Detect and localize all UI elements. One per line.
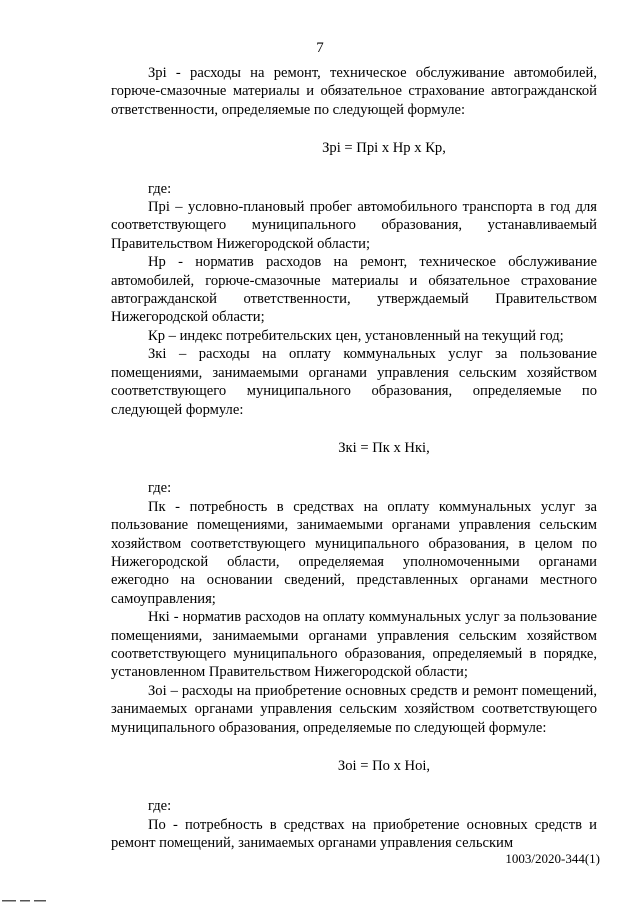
scan-edge-marks: [0, 897, 60, 905]
formula-zri: Зрi = Прi х Нр х Кр,: [322, 140, 446, 157]
formula-zoi: Зоi = По х Ноi,: [337, 758, 431, 774]
paragraph-nki-definition: Нкi - норматив расходов на оплату коммунальных услуг за пользование помещениями, занимаемыми органами управления сельским хозяйством соответствующего муниципального образования, определяемый в порядке, установленном Правительством Нижегородской области;: [111, 609, 597, 681]
spacer: [111, 775, 597, 797]
spacer: [111, 158, 597, 180]
paragraph-pri-definition: Прi – условно-плановый пробег автомобильного транспорта в год для соответствующего муниципального образования, устанавливаемый Правительством Нижегородской области;: [111, 199, 597, 252]
where-label: где:: [148, 480, 172, 497]
spacer: [111, 119, 597, 139]
spacer: [111, 419, 597, 439]
page-number: 7: [316, 40, 324, 56]
paragraph-nr-definition: Нр - норматив расходов на ремонт, техническое обслуживание автомобилей, горюче-смазочные материалы и обязательное страхование автогражданской ответственности, утверждаемый Правительством Нижегородской области;: [111, 254, 597, 326]
paragraph-zki-definition: Зкi – расходы на оплату коммунальных услуг за пользование помещениями, занимаемыми органами управления сельским хозяйством соответствующего муниципального образования, определяемые по следующей формуле:: [111, 346, 597, 418]
paragraph-zoi-definition: Зоi – расходы на приобретение основных средств и ремонт помещений, занимаемых органами управления сельским хозяйством соответствующего муниципального образования, определяемые по следующей формуле:: [111, 682, 597, 736]
paragraph-po-definition: По - потребность в средствах на приобретение основных средств и ремонт помещений, занимаемых органами управления сельским: [111, 816, 597, 852]
where-label: где:: [148, 180, 172, 197]
paragraph-pk-definition: Пк - потребность в средствах на оплату коммунальных услуг за пользование помещениями, занимаемыми органами управления сельским хозяйством соответствующего муниципального образования, в целом по Нижегородской области, определяемая уполномоченными органами ежегодно на основании сведений, представленных органами местного самоуправления;: [111, 498, 597, 607]
paragraph-zri-definition: Зрi - расходы на ремонт, техническое обслуживание автомобилей, горюче-смазочные материалы и обязательное страхование автогражданской ответственности, определяемые по следующей формуле:: [111, 65, 597, 118]
formula-zki: Зкi = Пк х Нкi,: [338, 439, 430, 456]
spacer: [111, 737, 597, 757]
paragraph-kr-definition: Кр – индекс потребительских цен, установленный на текущий год;: [148, 327, 564, 344]
document-body: [111, 64, 597, 853]
document-code: 1003/2020-344(1): [505, 851, 600, 866]
where-label: где:: [148, 798, 172, 815]
spacer: [111, 457, 597, 479]
